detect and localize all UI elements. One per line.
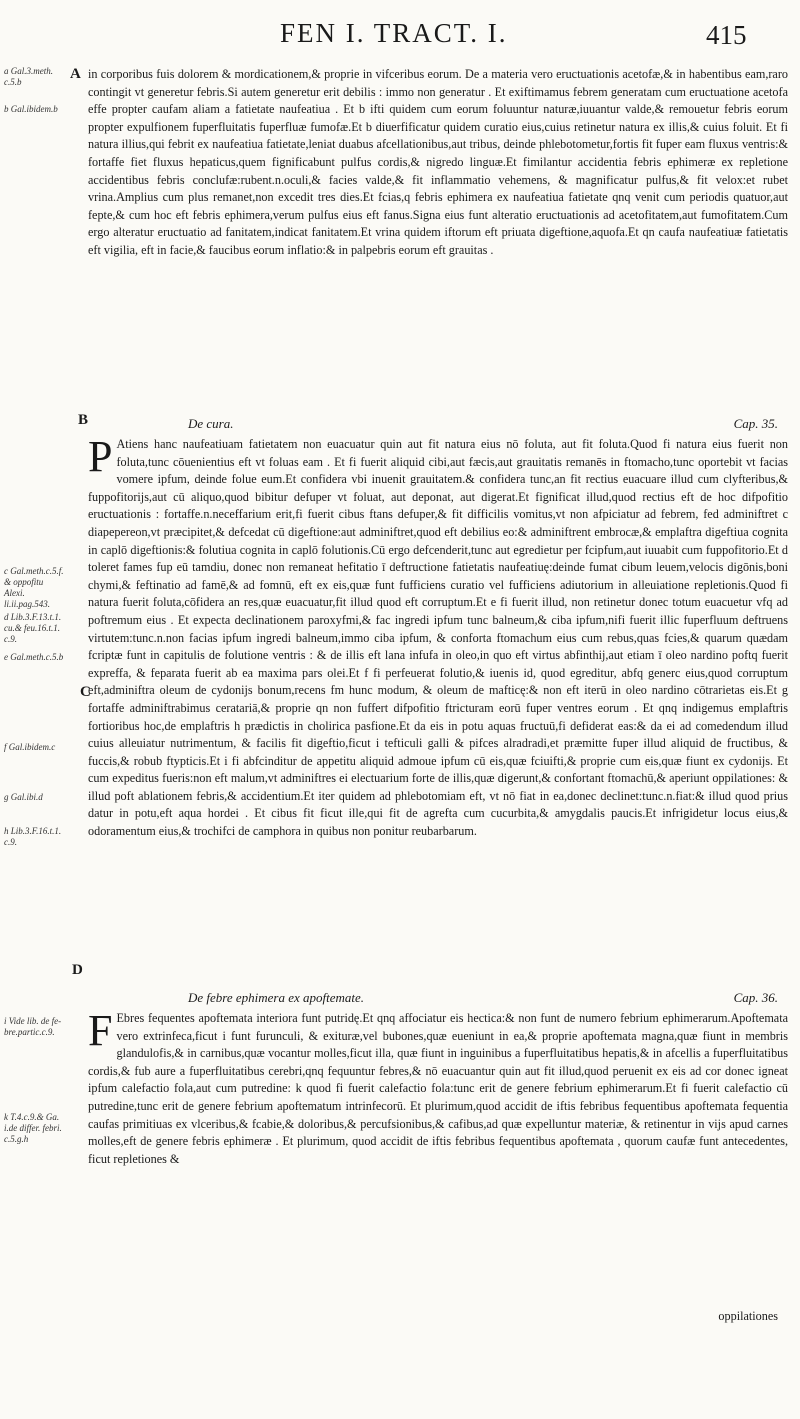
section-letter-d: D: [72, 962, 83, 978]
paragraph-text: Ebres fequentes apoftemata interiora funt putridę.Et qnq affociatur eis hectica:& non funt de numero febrium ephimerarum.Apoftemata vero extrinfeca,ficut i funt furunculi, & exituræ,vel bubones,quæ eueniunt in ea,& proprie apoftemata magna,quæ fiunt in membris glandulofis,& in carnibus,quæ vocantur molles,ficut illa, quæ fiunt in inguinibus a fuperfluitatibus hepatis,& in afcellis a fuperfluitatibus cordis,& fub aure a fuperfluitatibus cerebri,qnq fequuntur febres,& nō euacuantur quin aut fit illud,quod peruenit ex eis ad cor donec igneat ipfum calefactio fola,aut cum putredine: k quod fi fuerit calefactio fola:tunc erit de genere febrium ephimerarum.Et fi fuerit calefactio cū putredine,tunc erit de genere febrium apoftematum intrinfecorū. Et plurimum,quod accidit de iftis febribus fequentibus apoftemata fequentia caufas primitiuas ex vlceribus,& fcabie,& doloribus,& percufsionibus,& cafibus,ad quæ expelluntur materiæ, & retinentur in vijs apud carnes molles,eft de genere febris ephimeræ . Et plurimum, quod accidit de iftis febribus fequentibus apoftemata , quorum caufæ funt antecedentes, ficut repletiones &: [88, 1011, 788, 1166]
section-heading: [88, 990, 788, 1008]
margin-note: k T.4.c.9.& Ga. i.de differ. febri. c.5.g.h: [4, 1112, 62, 1144]
drop-cap: F: [88, 1010, 113, 1055]
margin-note: h Lib.3.F.16.t.1. c.9.: [4, 826, 62, 847]
margin-note: b Gal.ibidem.b: [4, 104, 58, 114]
section-title: De febre ephimera ex apoftemate.: [188, 990, 365, 1005]
section-heading: [88, 416, 788, 434]
chapter-number: Cap. 35.: [733, 416, 778, 431]
section-letter-c: C: [80, 684, 91, 700]
section-letter-a: A: [70, 66, 81, 82]
margin-note: a Gal.3.meth. c.5.b: [4, 66, 53, 87]
page-header: [0, 18, 800, 52]
paragraph-continued: in corporibus fuis dolorem & mordicationem,& proprie in vifceribus eorum. De a materia vero eructuationis acetofæ,& in habentibus eam,raro contingit vt generetur febris.Si autem generetur erit debilis : immo non generatur . Et exiftimamus febrem generatam cum eructuatione acetofa effe propter caufam aliam a fatietate naufeatiua . Et b ifti quidem cum eorum foluuntur naturæ,iuuantur valde,& remouetur febris eorum propter expulfionem fuperfluitatis fuperfluæ fumofæ.Et b diuerfificatur quidem curatio eius,cuius retinetur natura ex illis,& cuius foluit. Et fi natura illius,qui febrit ex naufeatiua fatietate,leniat duabus afcellationibus,aut tribus, deinde phlebotometur,fortis fit fuper eam fluxus ventris:& fortaffe fiet fluxus hepaticus,quem fignificabunt pulfus cordis,& nigredo linguæ.Et fimilantur accidentia febris ephimeræ ex repletione accidentibus febris conclufæ:rubent.n.oculi,& facies valde,& fit inflammatio vehemens, & magnificatur pulfus,& fit velox:et rubet vrina.Amplius cum plus remanet,non excedit tres dies.Et fcias,q febris ephimera ex naufeatiua fatietate qnq venit cum periodis quatuor,aut fepte,& cum hoc eft febris ephimera,verum pulfus eius eft fanus.Signa eius funt alteratio eructuationis ad acetofitatem,aut fumofitatem.Cum ergo alteratur eructuatio ad fanitatem,indicat fanitatem.Et vrina quidem iftorum eft priuata digeftione,aquofa.Et qn caufa naufeatiuæ fatietatis eft vigilia, eft in facie,& faucibus eorum inflatio:& in palpebris eorum eft grauitas .: [88, 67, 788, 257]
margin-note: f Gal.ibidem.c: [4, 742, 56, 752]
catchword: oppilationes: [718, 1309, 778, 1323]
chapter-number: Cap. 36.: [733, 990, 778, 1005]
margin-note: g Gal.ibi.d: [4, 792, 43, 802]
margin-note: i Vide lib. de fe- bre.partic.c.9.: [4, 1016, 62, 1037]
page-number: 415: [706, 20, 747, 50]
section-title: De cura.: [188, 416, 234, 431]
paragraph-text: Atiens hanc naufeatiuam fatietatem non euacuatur quin aut fit natura eius nō foluta, aut fit foluta.Quod fi natura eius fuerit non foluta,tunc cōuenientius eft vt foluas eam . Et fi fuerit aliquid cibi,aut fæcis,aut grauitatis remanēs in ftomacho,tunc oportebit vt facias vomere ipfum, deinde folue eum.Et confidera vbi inuenit grauitatem.& confidera tunc,an fit rectius euacuare illud cum clyfteribus,& fuppofitorijs,aut cū aliquo,quod bibitur defuper vt foluat, aut deponat, aut digerat.Et fignificat illud,quod rectius eft de hoc difpofitio eructuationis : fortaffe.n.neceffarium erit,fi fuerit cibus ftans defuper,& fit difficilis vomitus,vt non afpiciatur ad febrem, fed adminiftret c diapepereon,vt præcipitet,& defcedat cū digeftione:aut adminiftret,quod eft debilius eo:& adminiftrent embrocæ,& emplaftra digeftiua cognita in caplō digeftionis:& folutiua cognita in caplō folutionis.Cū ergo defcenderit,tunc aut egredietur per fcipfum,aut iuuabit cum fuppofitorio.Et d toleret fames fup eū tamdiu, donec non remaneat hefitatio ī deftructione fatietatis naufeatiuę:deinde fumat cibum leuem,velocis digōnis,boni chymi,& feftinatio ad famē,& ad fomnū, eft ex eis,quæ funt fufficiens curatio vel fufficiens adiutorium in alleuiatione repletionis.Quod fi natura fuerit foluta,cōfidera an res,quæ euacuatur,fit illud quod eft corruptum.Et e fi fuerit illud, non retinetur donec totum euacuetur vfq ad poftremum eius . Et expecta declinationem paroxyfmi,& fac ingredi ipfum tunc balneum,& ciba ipfum,nifi fuerit illic fuperfluum deftruens virtutem:tunc.n.non facias ipfum ingredi balneum,immo ciba ipfum, & conforta ftomachum eius cum rebus,quas fcies,& quarum quædam fcriptæ funt in capitulis de folutione ventris : & de illis eft lana infufa in oleo,in quo eft virtus abfinthij,aut etiam ī oleo nardino poftq fuerit expreffa, & feparata fuerit ab ea maxima pars olei.Et f fi perfeuerat folutio,& iuenis id, quod egreditur, abfq generc eius,quod corruptum eft,adminiftra oleum de cydonijs bonum,recens fm hunc modum, & oleum de mafticę:& non eft iterū in oleo nardino cōtrarietas eis.Et g fortaffe adminiftrabimus ceratariā,& proprie qn non fuffert difpofitio ftricturam eorū fuper ventres eorum . Et qnq indigemus emplaftris fortioribus hoc,de emplaftris h prædictis in cholirica pasfione.Et da eis in potu aquas fructuū,fi defiderat eas:& da ei ad comedendum illud cuius alleuiatur nutrimentum, & facilis fit digeftio,ficut i tefticuli galli & pifces alradradi,et præmitte fuper illud aliquid de fructibus, & fuccis,& robub ftypticis.Et i fi abfcinditur de appetitu aliquid admoue ipfum cū eis,quæ fciuifti,& proprie cum eis,quæ fiunt ex cydonijs. Et cum expeditus fueris:non eft malum,vt adminiftres ei electuarium forte de illis,quæ digerunt,& confortant ftomachū,& aperiunt oppilationes: & illud poft ablationem febris,& accidentium.Et iter quidem ad phlebotomiam eft, vt nō fiat in ea,donec declinet:tunc.n.fiat:& illud quod prius datur in potu,eft aqua hordei . Et cibus fit ficut ille,qui fit de agrefta cum cucurbita,& amygdalis paucis.Et infrigidetur locus eius,& odoramentum eius,& trochifci de camphora in quibus non ponitur reubarbarum.: [88, 437, 788, 839]
paragraph-de-cura: [88, 436, 788, 992]
margin-note: e Gal.meth.c.5.b: [4, 652, 64, 662]
paragraph-febre-ephimera: [88, 1010, 788, 1306]
margin-note: d Lib.3.F.13.t.1. cu.& feu.16.t.1. c.9.: [4, 612, 62, 644]
drop-cap: P: [88, 436, 113, 481]
section-letter-b: B: [78, 412, 89, 428]
running-head: FEN I. TRACT. I.: [280, 18, 508, 48]
margin-note: c Gal.meth.c.5.f. & oppofitu Alexi. li.ii.pag.543.: [4, 566, 64, 609]
